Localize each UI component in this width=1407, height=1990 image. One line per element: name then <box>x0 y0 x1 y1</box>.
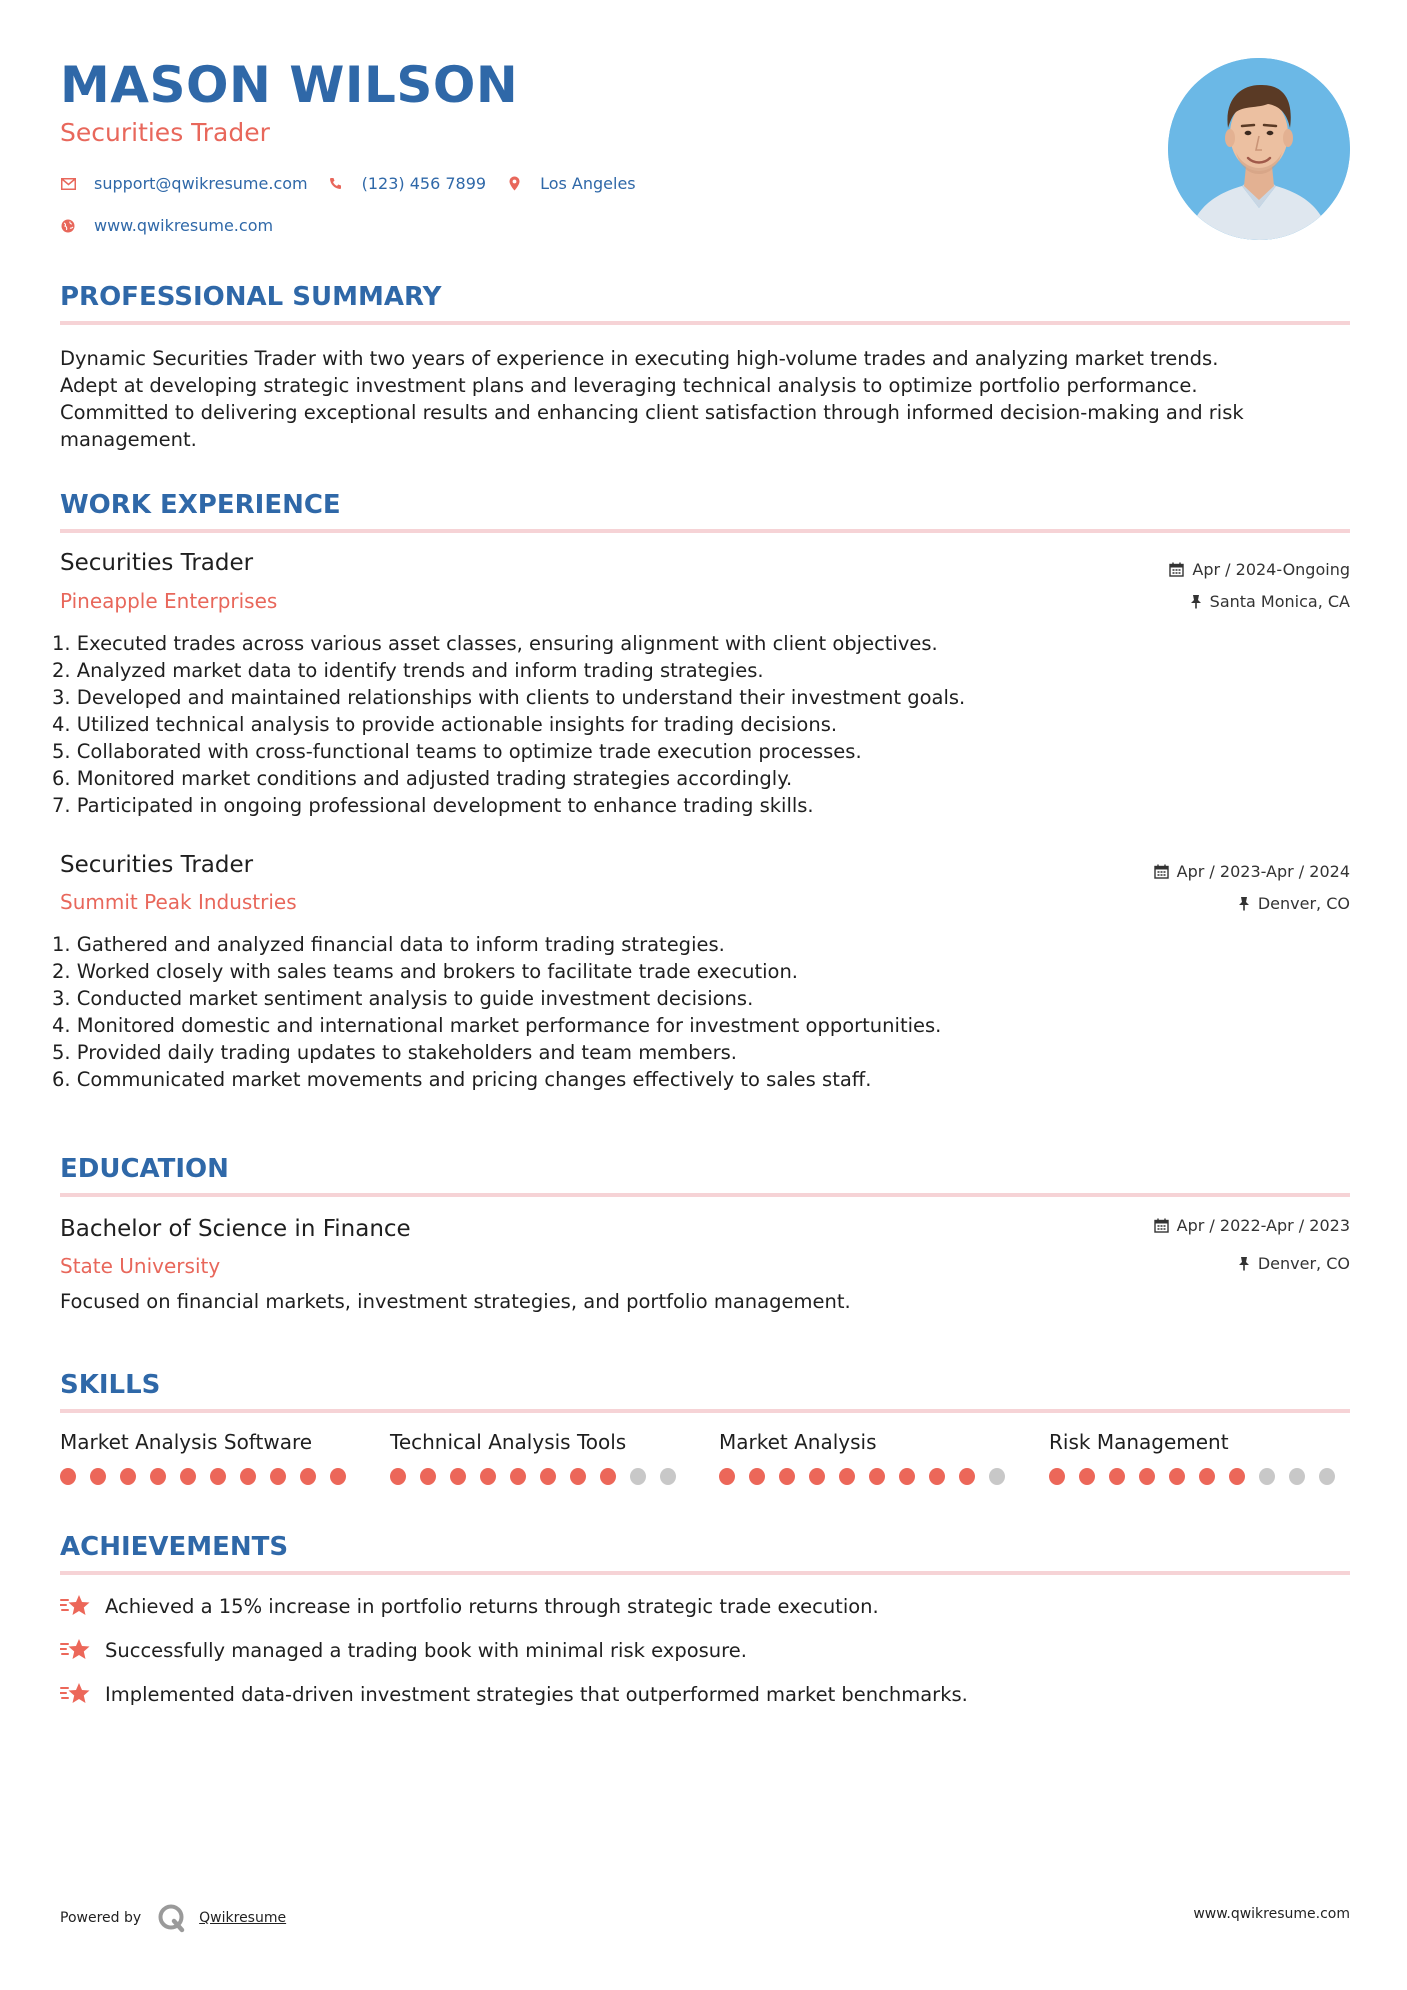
phone-icon <box>328 176 344 192</box>
star-award-icon <box>60 1636 92 1664</box>
email-link[interactable]: support@qwikresume.com <box>94 174 308 193</box>
list-item: 3. Developed and maintained relationships with clients to understand their investment goals. <box>52 686 966 709</box>
rating-dot-filled <box>1109 1468 1125 1485</box>
achievement-text: Achieved a 15% increase in portfolio returns through strategic trade execution. <box>105 1594 879 1618</box>
summary-line: Committed to delivering exceptional results and enhancing client satisfaction through informed decision-making and risk <box>60 401 1244 424</box>
list-item: 4. Monitored domestic and international market performance for investment opportunities. <box>52 1014 942 1037</box>
list-item: 4. Utilized technical analysis to provide actionable insights for trading decisions. <box>52 713 838 736</box>
rating-dot-filled <box>120 1468 136 1485</box>
rating-dot-empty <box>630 1468 646 1485</box>
rating-dot-filled <box>240 1468 256 1485</box>
rating-dot-filled <box>600 1468 616 1485</box>
email-icon <box>60 176 76 192</box>
achievement-item <box>60 1592 879 1620</box>
rating-dot-filled <box>749 1468 765 1485</box>
rating-dot-filled <box>1079 1468 1095 1485</box>
achievement-text: Successfully managed a trading book with minimal risk exposure. <box>105 1638 747 1662</box>
pushpin-icon <box>1238 1256 1250 1271</box>
footer-website[interactable]: www.qwikresume.com <box>1193 1906 1350 1922</box>
rating-dot-filled <box>270 1468 286 1485</box>
company-name: Summit Peak Industries <box>60 890 297 914</box>
skill-rating <box>390 1468 690 1485</box>
job-location-text: Santa Monica, CA <box>1209 592 1350 611</box>
powered-by-label: Powered by <box>60 1910 142 1926</box>
rating-dot-filled <box>1139 1468 1155 1485</box>
job-title: Securities Trader <box>60 852 254 878</box>
achievement-item <box>60 1680 968 1708</box>
rating-dot-filled <box>779 1468 795 1485</box>
rating-dot-filled <box>839 1468 855 1485</box>
rating-dot-filled <box>60 1468 76 1485</box>
summary-text <box>60 345 1355 453</box>
achievement-text: Implemented data-driven investment strategies that outperformed market benchmarks. <box>105 1682 968 1706</box>
education-dates <box>1154 1216 1350 1235</box>
school-name: State University <box>60 1254 221 1278</box>
profile-photo <box>1168 58 1350 240</box>
rating-dot-empty <box>1259 1468 1275 1485</box>
rating-dot-filled <box>1229 1468 1245 1485</box>
list-item: 1. Executed trades across various asset classes, ensuring alignment with client objectives. <box>52 632 938 655</box>
qwikresume-logo-icon <box>157 1903 187 1933</box>
rating-dot-filled <box>959 1468 975 1485</box>
rating-dot-empty <box>989 1468 1005 1485</box>
education-location <box>1238 1254 1350 1273</box>
qwikresume-link[interactable]: Qwikresume <box>199 1910 287 1926</box>
section-divider <box>60 529 1350 533</box>
rating-dot-filled <box>809 1468 825 1485</box>
skill-rating <box>719 1468 1019 1485</box>
phone-number[interactable]: (123) 456 7899 <box>361 174 487 193</box>
section-divider <box>60 321 1350 325</box>
rating-dot-filled <box>1169 1468 1185 1485</box>
calendar-icon <box>1154 1218 1169 1233</box>
section-divider <box>60 1571 1350 1575</box>
rating-dot-empty <box>1319 1468 1335 1485</box>
job-dates-text: Apr / 2023-Apr / 2024 <box>1176 862 1350 881</box>
skill-item <box>1049 1430 1349 1485</box>
skills-heading: SKILLS <box>60 1370 161 1400</box>
job-location <box>1238 894 1350 913</box>
degree-title: Bachelor of Science in Finance <box>60 1216 411 1242</box>
summary-line: Adept at developing strategic investment plans and leveraging technical analysis to optimize portfolio performance. <box>60 374 1198 397</box>
education-description: Focused on financial markets, investment strategies, and portfolio management. <box>60 1290 851 1313</box>
summary-line: Dynamic Securities Trader with two years of experience in executing high-volume trades and analyzing market trends. <box>60 347 1219 370</box>
rating-dot-filled <box>390 1468 406 1485</box>
skill-name: Market Analysis Software <box>60 1430 313 1454</box>
skill-item <box>60 1430 360 1485</box>
pushpin-icon <box>1190 594 1202 609</box>
section-divider <box>60 1409 1350 1413</box>
rating-dot-filled <box>90 1468 106 1485</box>
rating-dot-filled <box>300 1468 316 1485</box>
section-divider <box>60 1193 1350 1197</box>
footer-powered-by <box>60 1903 286 1933</box>
job-title: Securities Trader <box>60 550 254 576</box>
list-item: 5. Collaborated with cross-functional teams to optimize trade execution processes. <box>52 740 862 763</box>
list-item: 6. Monitored market conditions and adjusted trading strategies accordingly. <box>52 767 793 790</box>
website-link[interactable]: www.qwikresume.com <box>94 216 274 235</box>
experience-heading: WORK EXPERIENCE <box>60 490 341 520</box>
job-responsibilities <box>52 630 965 819</box>
rating-dot-empty <box>1289 1468 1305 1485</box>
rating-dot-filled <box>899 1468 915 1485</box>
list-item: 2. Analyzed market data to identify trends and inform trading strategies. <box>52 659 764 682</box>
rating-dot-filled <box>1049 1468 1065 1485</box>
rating-dot-filled <box>180 1468 196 1485</box>
globe-icon <box>60 218 76 234</box>
rating-dot-filled <box>420 1468 436 1485</box>
rating-dot-filled <box>510 1468 526 1485</box>
rating-dot-filled <box>330 1468 346 1485</box>
skill-name: Risk Management <box>1049 1430 1229 1454</box>
job-dates-text: Apr / 2024-Ongoing <box>1192 560 1350 579</box>
summary-line: management. <box>60 428 197 451</box>
location-pin-icon <box>506 176 522 192</box>
achievements-heading: ACHIEVEMENTS <box>60 1532 289 1562</box>
job-dates <box>1154 862 1350 881</box>
location-text: Los Angeles <box>540 174 636 193</box>
rating-dot-filled <box>1199 1468 1215 1485</box>
contact-row-1 <box>60 174 654 193</box>
skill-rating <box>60 1468 360 1485</box>
education-location-text: Denver, CO <box>1257 1254 1350 1273</box>
list-item: 2. Worked closely with sales teams and brokers to facilitate trade execution. <box>52 960 798 983</box>
star-award-icon <box>60 1592 92 1620</box>
skill-item <box>719 1430 1019 1485</box>
job-location-text: Denver, CO <box>1257 894 1350 913</box>
list-item: 3. Conducted market sentiment analysis to guide investment decisions. <box>52 987 754 1010</box>
skill-item <box>390 1430 690 1485</box>
education-dates-text: Apr / 2022-Apr / 2023 <box>1176 1216 1350 1235</box>
rating-dot-filled <box>570 1468 586 1485</box>
company-name: Pineapple Enterprises <box>60 589 278 613</box>
skill-rating <box>1049 1468 1349 1485</box>
calendar-icon <box>1169 562 1184 577</box>
rating-dot-empty <box>660 1468 676 1485</box>
list-item: 1. Gathered and analyzed financial data to inform trading strategies. <box>52 933 725 956</box>
education-heading: EDUCATION <box>60 1154 229 1184</box>
rating-dot-filled <box>210 1468 226 1485</box>
rating-dot-filled <box>719 1468 735 1485</box>
achievement-item <box>60 1636 747 1664</box>
star-award-icon <box>60 1680 92 1708</box>
rating-dot-filled <box>869 1468 885 1485</box>
job-responsibilities <box>52 931 941 1093</box>
rating-dot-filled <box>540 1468 556 1485</box>
rating-dot-filled <box>150 1468 166 1485</box>
list-item: 6. Communicated market movements and pricing changes effectively to sales staff. <box>52 1068 872 1091</box>
candidate-role: Securities Trader <box>60 118 270 147</box>
rating-dot-filled <box>480 1468 496 1485</box>
rating-dot-filled <box>450 1468 466 1485</box>
calendar-icon <box>1154 864 1169 879</box>
skill-name: Technical Analysis Tools <box>390 1430 627 1454</box>
list-item: 5. Provided daily trading updates to stakeholders and team members. <box>52 1041 737 1064</box>
candidate-name: MASON WILSON <box>60 56 519 114</box>
job-dates <box>1169 560 1350 579</box>
summary-heading: PROFESSIONAL SUMMARY <box>60 282 442 312</box>
skill-name: Market Analysis <box>719 1430 877 1454</box>
pushpin-icon <box>1238 896 1250 911</box>
contact-row-2 <box>60 216 291 235</box>
rating-dot-filled <box>929 1468 945 1485</box>
job-location <box>1190 592 1350 611</box>
list-item: 7. Participated in ongoing professional development to enhance trading skills. <box>52 794 814 817</box>
